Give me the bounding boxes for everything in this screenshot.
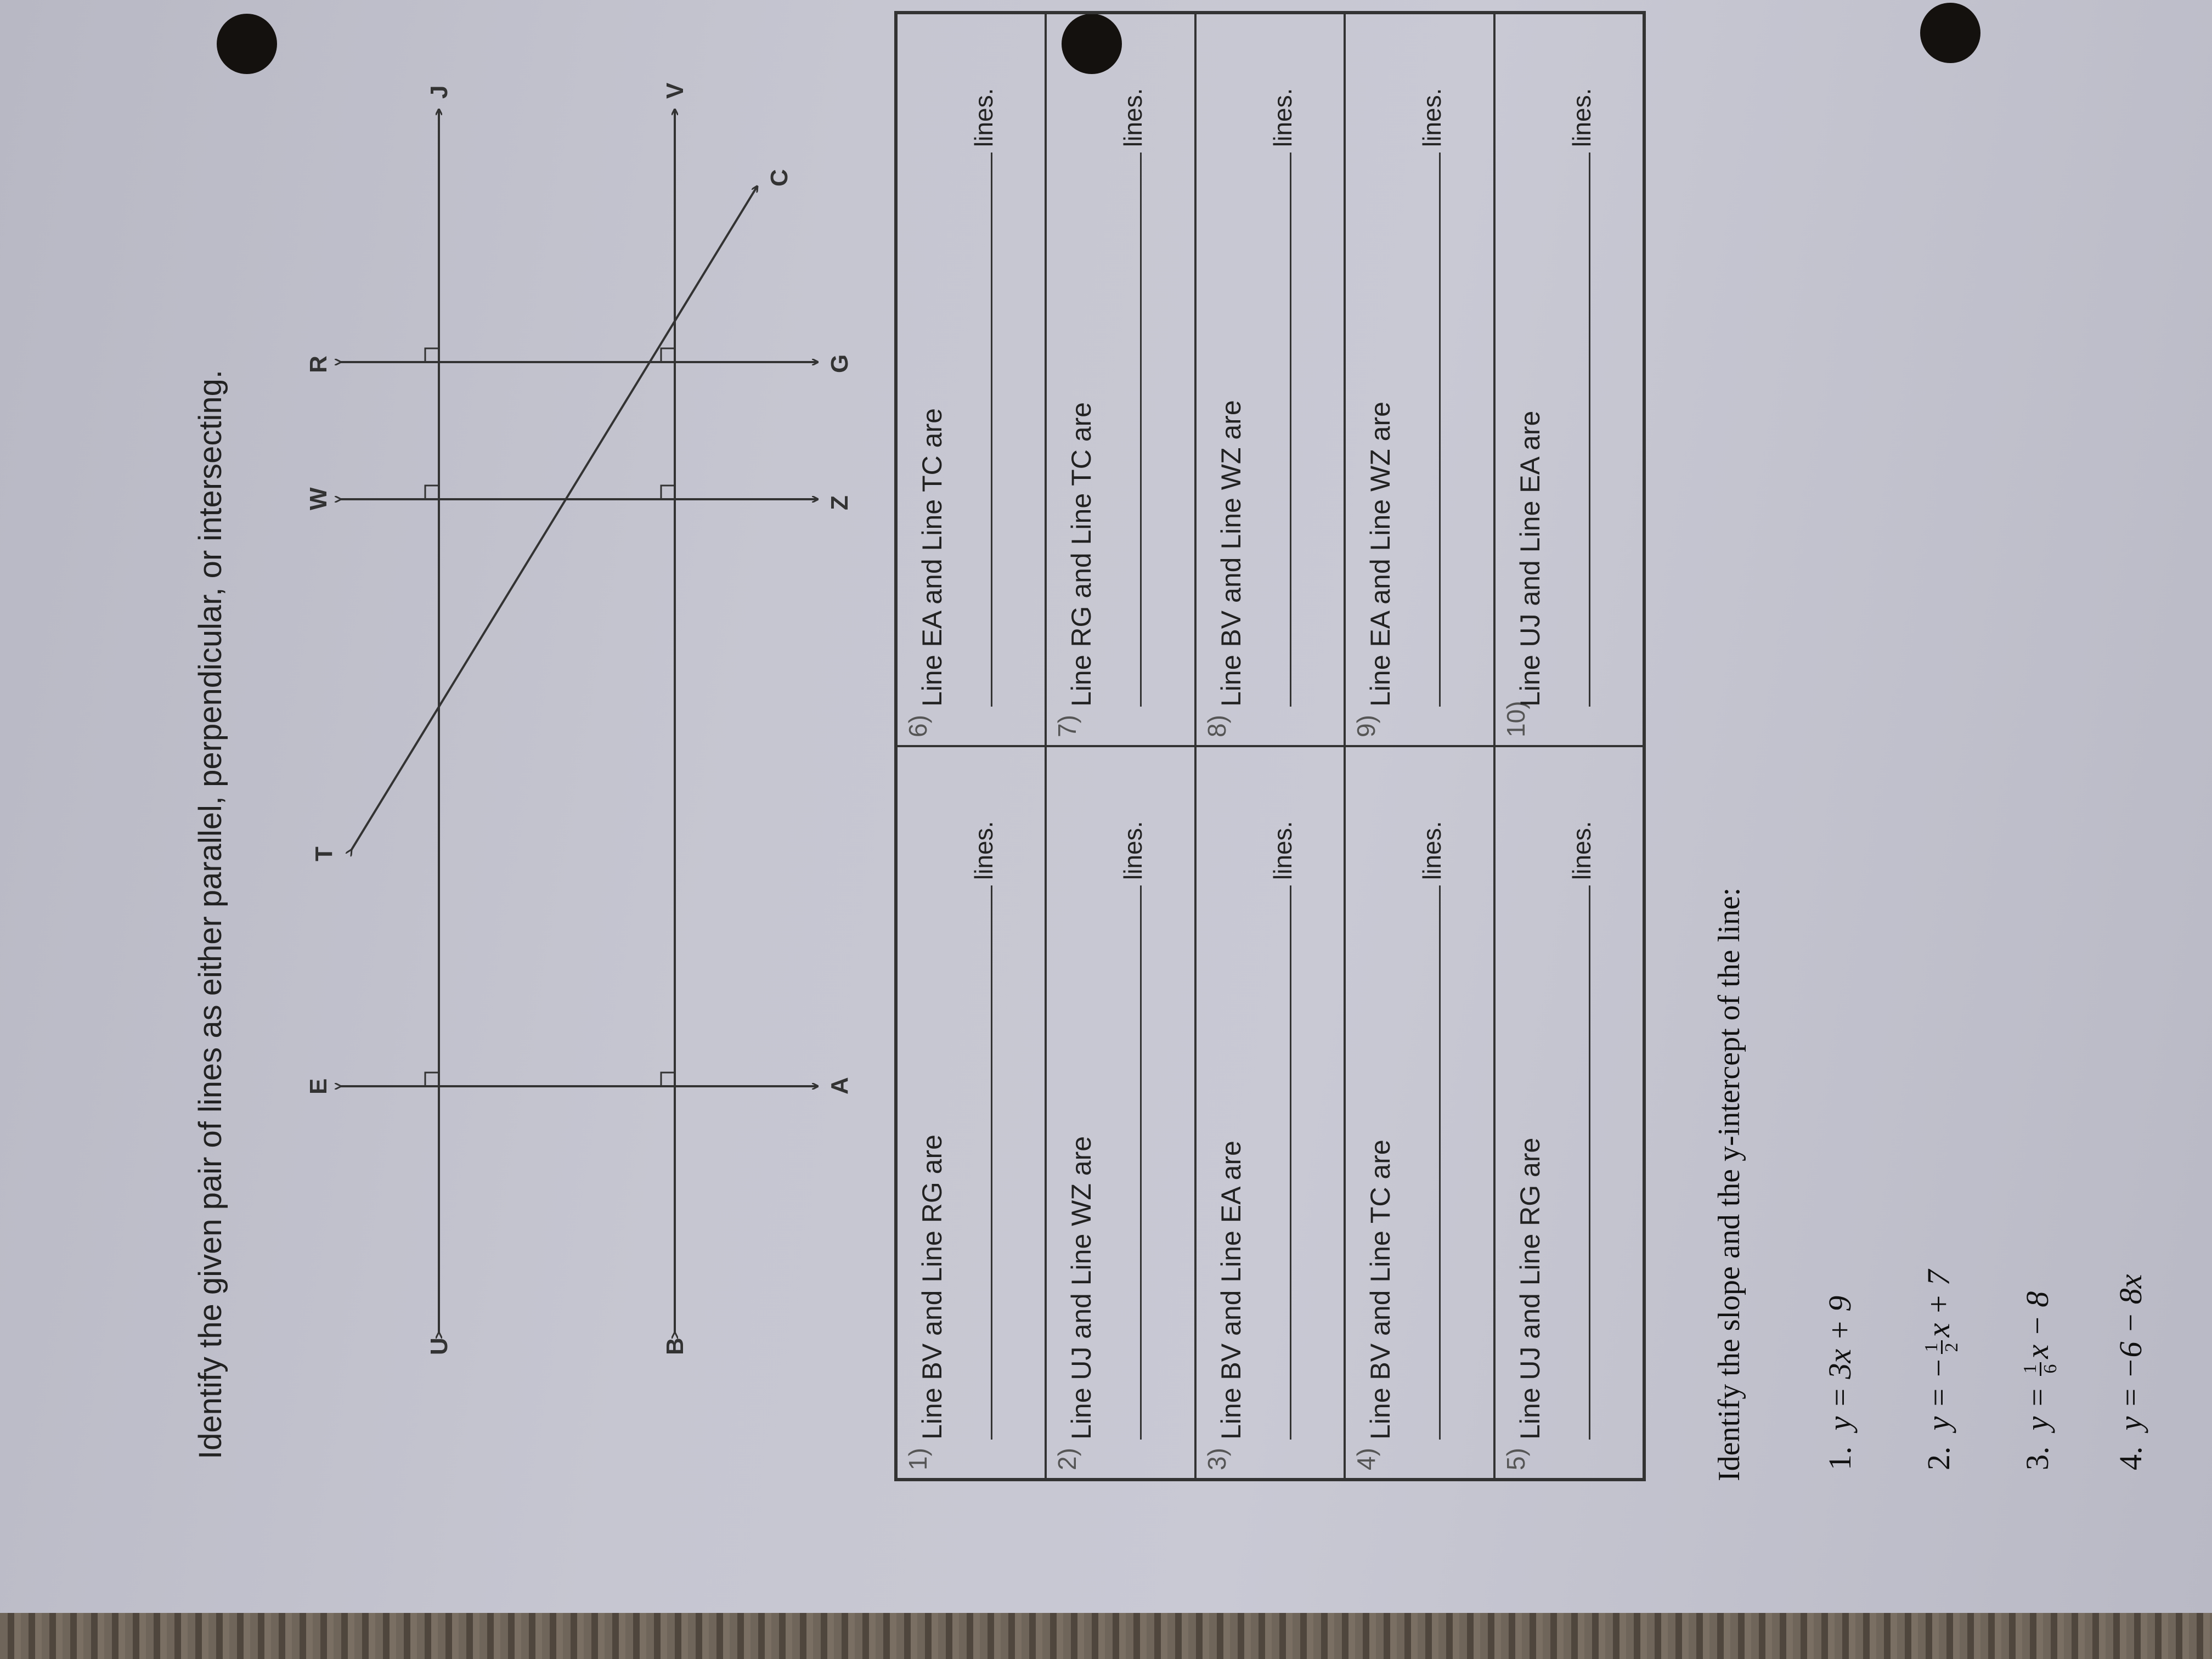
answer-suffix: lines. [1119, 88, 1148, 147]
equation-suffix: x − 8 [2019, 1291, 2055, 1359]
question-cell [1345, 746, 1494, 1479]
answer-suffix: lines. [969, 88, 998, 147]
answer-blank[interactable] [991, 885, 992, 1440]
equation-4 [2112, 1274, 2149, 1470]
question-number: 5) [1501, 1448, 1530, 1470]
instructions: Identify the given pair of lines as either parallel, perpendicular, or intersecting. [193, 369, 228, 1459]
fraction [1922, 1340, 1961, 1354]
question-number: 10) [1501, 701, 1530, 737]
carpet-background [0, 1613, 2212, 1659]
question-text: Line RG and Line TC are [1066, 402, 1097, 707]
fraction [2021, 1362, 2060, 1376]
right-angle-mark [661, 348, 675, 362]
answer-blank[interactable] [1589, 153, 1590, 707]
question-cell [1046, 13, 1195, 746]
label-A: A [826, 1077, 853, 1094]
question-number: 4) [1352, 1448, 1381, 1470]
question-text: Line BV and Line EA are [1215, 1141, 1246, 1440]
question-text: Line BV and Line RG are [917, 1135, 947, 1440]
right-angle-mark [425, 1073, 439, 1086]
label-T: T [311, 847, 337, 861]
equation-suffix: x + 7 [1921, 1269, 1956, 1338]
question-number: 8) [1202, 715, 1231, 737]
line-TC [351, 187, 757, 850]
answer-blank[interactable] [1439, 153, 1441, 707]
worksheet-page [110, 0, 2212, 1525]
question-cell [896, 13, 1046, 746]
right-angle-mark [661, 1073, 675, 1086]
label-J: J [426, 85, 453, 99]
answer-suffix: lines. [1567, 88, 1596, 147]
label-V: V [662, 82, 689, 99]
equation-number: 2. [1921, 1446, 1956, 1470]
answer-suffix: lines. [969, 821, 998, 880]
fraction-denominator: 6 [2040, 1364, 2061, 1374]
label-R: R [305, 356, 332, 373]
question-number: 1) [904, 1448, 932, 1470]
equation-2 [1920, 1270, 1961, 1470]
answer-blank[interactable] [1589, 885, 1590, 1440]
equation-3 [2019, 1291, 2060, 1470]
answer-blank[interactable] [1140, 153, 1142, 707]
question-text: Line UJ and Line RG are [1514, 1137, 1545, 1440]
equation-text: y = 3x + 9 [1822, 1295, 1858, 1431]
question-cell [1195, 746, 1345, 1479]
question-text: Line UJ and Line EA are [1514, 410, 1545, 707]
question-text: Line BV and Line WZ are [1215, 400, 1246, 707]
question-cell [1494, 746, 1644, 1479]
right-angle-mark [661, 486, 675, 499]
label-E: E [305, 1078, 332, 1094]
question-cell [1345, 13, 1494, 746]
lines-figure [110, 0, 889, 1525]
label-C: C [766, 169, 793, 187]
equation-number: 4. [2113, 1446, 2148, 1470]
answer-blank[interactable] [991, 153, 992, 707]
equation-text: y = −6 − 8x [2113, 1274, 2148, 1431]
question-number: 3) [1202, 1448, 1231, 1470]
label-U: U [426, 1338, 453, 1355]
question-number: 7) [1053, 715, 1082, 737]
right-angle-mark [425, 486, 439, 499]
equation-number: 3. [2019, 1446, 2055, 1470]
answer-blank[interactable] [1290, 885, 1291, 1440]
answer-suffix: lines. [1418, 88, 1447, 147]
answer-blank[interactable] [1140, 885, 1142, 1440]
equation-1 [1821, 1296, 1858, 1470]
fraction-denominator: 2 [1942, 1342, 1962, 1352]
equation-prefix: y = − [1921, 1357, 1956, 1431]
label-W: W [305, 487, 332, 510]
label-Z: Z [826, 495, 853, 510]
fraction-numerator: 1 [1922, 1340, 1943, 1354]
question-cell [896, 746, 1046, 1479]
question-number: 6) [904, 715, 932, 737]
label-G: G [826, 354, 853, 373]
answer-blank[interactable] [1439, 885, 1441, 1440]
answer-suffix: lines. [1119, 821, 1148, 880]
question-table [894, 11, 1646, 1481]
equation-prefix: y = [2019, 1379, 2055, 1431]
answer-suffix: lines. [1268, 88, 1297, 147]
question-cell [1195, 13, 1345, 746]
question-number: 2) [1053, 1448, 1082, 1470]
equation-number: 1. [1822, 1446, 1858, 1470]
answer-suffix: lines. [1418, 821, 1447, 880]
question-cell [1494, 13, 1644, 746]
fraction-numerator: 1 [2021, 1362, 2041, 1376]
question-text: Line EA and Line WZ are [1365, 402, 1396, 707]
answer-blank[interactable] [1290, 153, 1291, 707]
slope-section-heading: Identify the slope and the y-intercept of the line: [1712, 887, 1746, 1481]
question-text: Line BV and Line TC are [1365, 1139, 1396, 1440]
question-text: Line EA and Line TC are [917, 408, 947, 707]
label-B: B [662, 1338, 689, 1355]
question-cell [1046, 746, 1195, 1479]
question-number: 9) [1352, 715, 1381, 737]
answer-suffix: lines. [1567, 821, 1596, 880]
answer-suffix: lines. [1268, 821, 1297, 880]
right-angle-mark [425, 348, 439, 362]
question-text: Line UJ and Line WZ are [1066, 1136, 1097, 1440]
